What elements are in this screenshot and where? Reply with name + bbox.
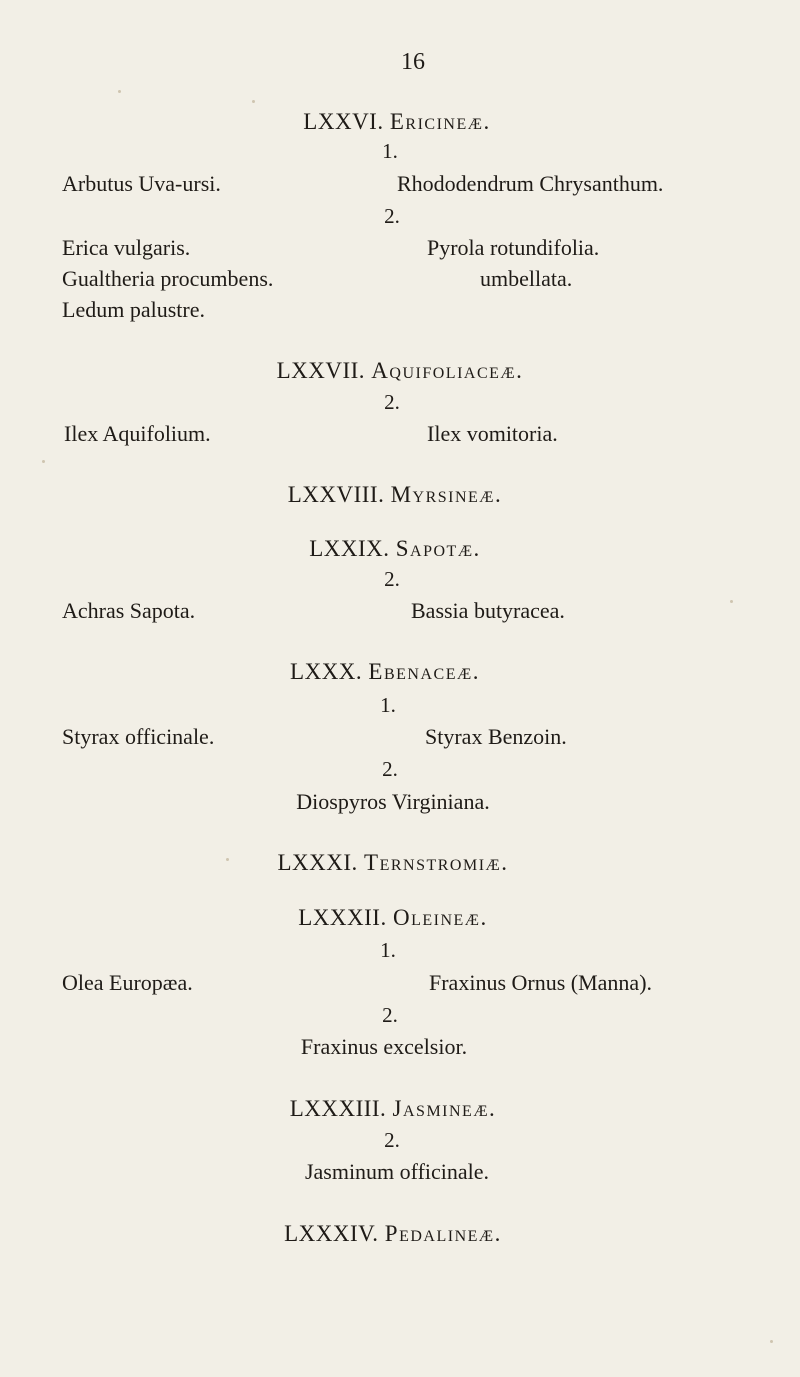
species-entry: Erica vulgaris.	[62, 235, 191, 260]
group-label: 2.	[384, 390, 400, 414]
family-heading	[303, 110, 490, 133]
species-entry: Ilex vomitoria.	[427, 421, 558, 446]
species-entry: Styrax Benzoin.	[425, 724, 567, 749]
family-name: Jasmineæ.	[392, 1096, 497, 1121]
species-entry: Styrax officinale.	[62, 724, 215, 749]
family-numeral: LXXX.	[290, 659, 363, 684]
group-label: 1.	[382, 139, 398, 163]
paper-speck	[42, 460, 45, 463]
species-entry: Gualtheria procumbens.	[62, 266, 274, 291]
species-entry: Fraxinus excelsior.	[300, 1034, 468, 1059]
family-numeral: LXXXI.	[277, 850, 358, 875]
group-label: 1.	[380, 693, 396, 717]
family-name: Ternstromiæ.	[364, 850, 509, 875]
family-heading	[288, 483, 503, 506]
family-heading	[309, 537, 481, 560]
group-label: 2.	[384, 204, 400, 228]
family-name: Myrsineæ.	[390, 482, 503, 507]
family-numeral: LXXVII.	[276, 358, 366, 383]
family-name: Sapotæ.	[395, 536, 481, 561]
family-numeral: LXXVIII.	[287, 482, 385, 507]
species-entry: Olea Europæa.	[62, 970, 193, 995]
family-numeral: LXXXII.	[298, 905, 387, 930]
species-entry: Achras Sapota.	[62, 598, 196, 623]
family-numeral: LXXVI.	[303, 109, 384, 134]
group-label: 2.	[384, 567, 400, 591]
species-entry: Fraxinus Ornus (Manna).	[429, 970, 653, 995]
group-label: 2.	[384, 1128, 400, 1152]
species-entry: Ledum palustre.	[62, 297, 205, 322]
paper-speck	[118, 90, 121, 93]
family-numeral: LXXXIII.	[289, 1096, 387, 1121]
paper-speck	[730, 600, 733, 603]
group-label: 2.	[382, 757, 398, 781]
family-heading	[284, 1222, 502, 1245]
species-entry: Pyrola rotundifolia.	[427, 235, 600, 260]
family-name: Aquifoliaceæ.	[371, 358, 524, 383]
family-numeral: LXXXIV.	[284, 1221, 379, 1246]
group-label: 1.	[380, 938, 396, 962]
family-name: Ebenaceæ.	[368, 659, 480, 684]
page-number: 16	[401, 49, 425, 75]
species-entry: Arbutus Uva-ursi.	[62, 171, 221, 196]
species-entry: Diospyros Virginiana.	[296, 789, 490, 814]
species-entry: Bassia butyracea.	[411, 598, 565, 623]
family-heading	[277, 851, 508, 874]
species-entry: umbellata.	[480, 266, 573, 291]
species-entry: Jasminum officinale.	[304, 1159, 490, 1184]
family-name: Pedalineæ.	[384, 1221, 502, 1246]
group-label: 2.	[382, 1003, 398, 1027]
paper-speck	[770, 1340, 773, 1343]
paper-speck	[226, 858, 229, 861]
family-heading	[277, 359, 524, 382]
family-name: Oleineæ.	[392, 905, 488, 930]
species-entry: Ilex Aquifolium.	[64, 421, 211, 446]
family-heading	[298, 906, 488, 929]
family-heading	[290, 1097, 497, 1120]
paper-speck	[252, 100, 255, 103]
species-entry: Rhododendrum Chrysanthum.	[397, 171, 664, 196]
family-name: Ericineæ.	[389, 109, 491, 134]
family-numeral: LXXIX.	[309, 536, 390, 561]
family-heading	[290, 660, 480, 683]
